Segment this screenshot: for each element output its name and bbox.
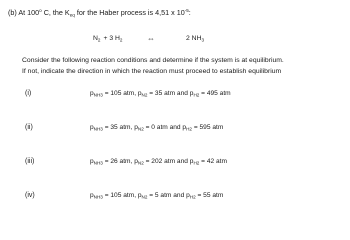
item-number-ii: (ii) bbox=[25, 124, 33, 131]
cond-text: = 55 atm bbox=[195, 192, 224, 199]
cond-subscript: NH3 bbox=[93, 160, 103, 166]
equation-text: 2 NH bbox=[186, 35, 202, 42]
heading-text: for the Haber process is 4,51 x 10 bbox=[74, 8, 185, 17]
instruction-line-1: Consider the following reaction conditions and determine if the system is at equilibrium. bbox=[22, 57, 284, 64]
cond-text: = 35 atm and p bbox=[147, 90, 194, 97]
instruction-line-2: If not, indicate the direction in which the reaction must proceed to establish equilibrium bbox=[22, 68, 282, 75]
degree-mark: o bbox=[39, 8, 42, 13]
item-number-i: (i) bbox=[25, 90, 32, 97]
heading-text: (b) At 100 bbox=[8, 8, 40, 17]
cond-subscript: H2 bbox=[189, 194, 196, 200]
cond-text: p bbox=[90, 90, 94, 97]
heading-text: : bbox=[188, 8, 191, 17]
question-heading bbox=[8, 9, 191, 16]
cond-subscript: H2 bbox=[193, 160, 200, 166]
cond-text: = 105 atm, p bbox=[102, 192, 142, 199]
cond-subscript: NH3 bbox=[93, 126, 103, 132]
cond-subscript: N2 bbox=[137, 160, 144, 166]
cond-subscript: H2 bbox=[186, 126, 192, 132]
equation-text: N bbox=[93, 35, 98, 42]
condition-iv bbox=[90, 193, 223, 200]
item-number-iv: (iv) bbox=[25, 192, 35, 199]
cond-subscript: H2 bbox=[193, 92, 200, 98]
cond-subscript: NH3 bbox=[93, 194, 103, 200]
cond-text: = 5 atm and p bbox=[147, 192, 190, 199]
equation-subscript: 2 bbox=[97, 37, 101, 43]
cond-subscript: NH3 bbox=[93, 92, 103, 98]
cond-text: = 0 atm and p bbox=[143, 124, 187, 131]
item-number-iii: (iii) bbox=[25, 158, 35, 165]
cond-text: = 105 atm, p bbox=[102, 90, 142, 97]
equation-subscript: 3 bbox=[201, 37, 205, 43]
cond-text: = 595 atm bbox=[191, 124, 224, 131]
exponent: -5 bbox=[184, 8, 189, 13]
cond-text: = 495 atm bbox=[199, 90, 231, 97]
cond-text: = 26 atm, p bbox=[102, 158, 138, 165]
cond-text: = 202 atm and p bbox=[143, 158, 194, 165]
cond-subscript: N2 bbox=[141, 92, 148, 98]
cond-text: = 42 atm bbox=[199, 158, 228, 165]
heading-text: C, the K bbox=[41, 8, 70, 17]
condition-iii bbox=[90, 159, 227, 166]
equation-reactants bbox=[93, 36, 122, 43]
equation-subscript: 2 bbox=[119, 37, 123, 43]
cond-text: = 35 atm, p bbox=[102, 124, 138, 131]
condition-ii bbox=[90, 125, 223, 132]
cond-text: p bbox=[90, 124, 94, 131]
cond-text: p bbox=[90, 158, 94, 165]
equation-product bbox=[186, 36, 204, 43]
keq-subscript: eq bbox=[69, 12, 75, 18]
equilibrium-arrow-icon: ⇔ bbox=[147, 34, 155, 43]
cond-subscript: N2 bbox=[141, 194, 148, 200]
condition-i bbox=[90, 91, 231, 98]
cond-text: p bbox=[90, 192, 94, 199]
cond-subscript: N2 bbox=[137, 126, 144, 132]
equation-text: + 3 H bbox=[103, 35, 120, 42]
